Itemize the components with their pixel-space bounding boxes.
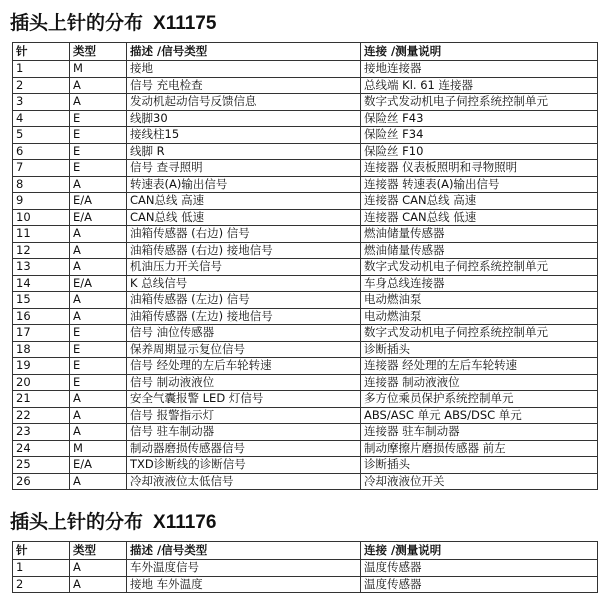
- connection-cell: 保险丝 F10: [361, 143, 598, 160]
- connection-cell: 多方位乘员保护系统控制单元: [361, 391, 598, 408]
- section2-title: [10, 507, 216, 534]
- type-cell: A: [70, 242, 127, 259]
- pin-cell: 6: [13, 143, 70, 160]
- table-row: [13, 424, 598, 441]
- table-row: [13, 143, 598, 160]
- pin-cell: 15: [13, 292, 70, 309]
- connection-cell: 连接器 驻车制动器: [361, 424, 598, 441]
- table-row: [13, 61, 598, 78]
- description-cell: 保养周期显示复位信号: [127, 341, 361, 358]
- type-cell: E: [70, 374, 127, 391]
- type-cell: A: [70, 292, 127, 309]
- header-type: 类型: [70, 43, 127, 61]
- type-cell: E: [70, 358, 127, 375]
- pin-cell: 16: [13, 308, 70, 325]
- pin-cell: 22: [13, 407, 70, 424]
- table-row: [13, 325, 598, 342]
- table-row: [13, 242, 598, 259]
- type-cell: A: [70, 560, 127, 577]
- header-description: 描述 /信号类型: [127, 542, 361, 560]
- pin-cell: 2: [13, 576, 70, 593]
- description-cell: 信号 油位传感器: [127, 325, 361, 342]
- description-cell: 接地: [127, 61, 361, 78]
- type-cell: A: [70, 308, 127, 325]
- connection-cell: 冷却液液位开关: [361, 473, 598, 490]
- connection-cell: 诊断插头: [361, 341, 598, 358]
- type-cell: M: [70, 61, 127, 78]
- pin-cell: 12: [13, 242, 70, 259]
- table-row: [13, 576, 598, 593]
- description-cell: 信号 充电检查: [127, 77, 361, 94]
- pin-cell: 25: [13, 457, 70, 474]
- description-cell: 油箱传感器 (左边) 接地信号: [127, 308, 361, 325]
- connection-cell: 数字式发动机电子伺控系统控制单元: [361, 94, 598, 111]
- type-cell: A: [70, 94, 127, 111]
- type-cell: A: [70, 391, 127, 408]
- description-cell: 线脚30: [127, 110, 361, 127]
- connection-cell: 数字式发动机电子伺控系统控制单元: [361, 259, 598, 276]
- type-cell: E/A: [70, 457, 127, 474]
- connection-cell: 总线端 Kl. 61 连接器: [361, 77, 598, 94]
- pin-cell: 20: [13, 374, 70, 391]
- pin-cell: 5: [13, 127, 70, 144]
- table-row: [13, 391, 598, 408]
- section2-connector-code: X11176: [153, 512, 217, 533]
- pin-table-x11175: [12, 42, 598, 490]
- type-cell: E: [70, 143, 127, 160]
- pin-cell: 8: [13, 176, 70, 193]
- description-cell: 油箱传感器 (右边) 信号: [127, 226, 361, 243]
- section1-connector-code: X11175: [153, 13, 217, 34]
- pin-cell: 24: [13, 440, 70, 457]
- table-row: [13, 308, 598, 325]
- table-row: [13, 193, 598, 210]
- header-pin: 针: [13, 542, 70, 560]
- section1-title: [10, 8, 216, 35]
- pin-cell: 17: [13, 325, 70, 342]
- description-cell: CAN总线 低速: [127, 209, 361, 226]
- description-cell: 接地 车外温度: [127, 576, 361, 593]
- description-cell: 信号 驻车制动器: [127, 424, 361, 441]
- description-cell: CAN总线 高速: [127, 193, 361, 210]
- connection-cell: 连接器 仪表板照明和寻物照明: [361, 160, 598, 177]
- pin-table-x11176: [12, 541, 598, 593]
- connection-cell: 连接器 CAN总线 高速: [361, 193, 598, 210]
- description-cell: 信号 制动液液位: [127, 374, 361, 391]
- connection-cell: 燃油储量传感器: [361, 242, 598, 259]
- type-cell: E: [70, 325, 127, 342]
- description-cell: 接线柱15: [127, 127, 361, 144]
- connection-cell: 诊断插头: [361, 457, 598, 474]
- section2-title-text: 插头上针的分布: [10, 511, 144, 533]
- description-cell: 线脚 R: [127, 143, 361, 160]
- type-cell: E: [70, 127, 127, 144]
- pin-cell: 11: [13, 226, 70, 243]
- pin-cell: 19: [13, 358, 70, 375]
- pin-cell: 2: [13, 77, 70, 94]
- pin-cell: 9: [13, 193, 70, 210]
- type-cell: A: [70, 176, 127, 193]
- table-row: [13, 275, 598, 292]
- table-header-row: [13, 43, 598, 61]
- table-row: [13, 160, 598, 177]
- description-cell: 冷却液液位太低信号: [127, 473, 361, 490]
- table-row: [13, 110, 598, 127]
- type-cell: M: [70, 440, 127, 457]
- table-row: [13, 440, 598, 457]
- connection-cell: 连接器 CAN总线 低速: [361, 209, 598, 226]
- header-connection: 连接 /测量说明: [361, 43, 598, 61]
- table-row: [13, 560, 598, 577]
- type-cell: A: [70, 77, 127, 94]
- pin-cell: 7: [13, 160, 70, 177]
- type-cell: E: [70, 341, 127, 358]
- description-cell: 油箱传感器 (左边) 信号: [127, 292, 361, 309]
- pin-cell: 14: [13, 275, 70, 292]
- table-row: [13, 77, 598, 94]
- description-cell: 油箱传感器 (右边) 接地信号: [127, 242, 361, 259]
- pin-cell: 13: [13, 259, 70, 276]
- pin-cell: 26: [13, 473, 70, 490]
- type-cell: A: [70, 473, 127, 490]
- pin-cell: 10: [13, 209, 70, 226]
- header-connection: 连接 /测量说明: [361, 542, 598, 560]
- table-header-row: [13, 542, 598, 560]
- header-type: 类型: [70, 542, 127, 560]
- table-row: [13, 473, 598, 490]
- connection-cell: 车身总线连接器: [361, 275, 598, 292]
- description-cell: 安全气囊报警 LED 灯信号: [127, 391, 361, 408]
- connection-cell: ABS/ASC 单元 ABS/DSC 单元: [361, 407, 598, 424]
- type-cell: E: [70, 110, 127, 127]
- description-cell: 信号 报警指示灯: [127, 407, 361, 424]
- description-cell: K 总线信号: [127, 275, 361, 292]
- table-row: [13, 407, 598, 424]
- pin-cell: 1: [13, 61, 70, 78]
- pin-cell: 18: [13, 341, 70, 358]
- connection-cell: 制动摩擦片磨损传感器 前左: [361, 440, 598, 457]
- description-cell: 发动机起动信号反馈信息: [127, 94, 361, 111]
- table-row: [13, 209, 598, 226]
- description-cell: 信号 经处理的左后车轮转速: [127, 358, 361, 375]
- connection-cell: 电动燃油泵: [361, 292, 598, 309]
- section1-title-text: 插头上针的分布: [10, 12, 144, 34]
- type-cell: E/A: [70, 193, 127, 210]
- connection-cell: 保险丝 F43: [361, 110, 598, 127]
- connection-cell: 连接器 制动液液位: [361, 374, 598, 391]
- table-row: [13, 176, 598, 193]
- table-row: [13, 341, 598, 358]
- connection-cell: 保险丝 F34: [361, 127, 598, 144]
- table-row: [13, 226, 598, 243]
- description-cell: 制动器磨损传感器信号: [127, 440, 361, 457]
- header-pin: 针: [13, 43, 70, 61]
- connection-cell: 电动燃油泵: [361, 308, 598, 325]
- connection-cell: 数字式发动机电子伺控系统控制单元: [361, 325, 598, 342]
- table-row: [13, 127, 598, 144]
- pin-cell: 1: [13, 560, 70, 577]
- description-cell: 信号 查寻照明: [127, 160, 361, 177]
- connection-cell: 连接器 经处理的左后车轮转速: [361, 358, 598, 375]
- type-cell: E: [70, 160, 127, 177]
- pin-cell: 4: [13, 110, 70, 127]
- connection-cell: 温度传感器: [361, 560, 598, 577]
- connection-cell: 燃油储量传感器: [361, 226, 598, 243]
- connection-cell: 连接器 转速表(A)输出信号: [361, 176, 598, 193]
- header-description: 描述 /信号类型: [127, 43, 361, 61]
- pin-cell: 21: [13, 391, 70, 408]
- pin-cell: 23: [13, 424, 70, 441]
- type-cell: A: [70, 259, 127, 276]
- type-cell: A: [70, 407, 127, 424]
- type-cell: A: [70, 576, 127, 593]
- type-cell: E/A: [70, 209, 127, 226]
- connection-cell: 温度传感器: [361, 576, 598, 593]
- type-cell: E/A: [70, 275, 127, 292]
- description-cell: TXD诊断线的诊断信号: [127, 457, 361, 474]
- description-cell: 车外温度信号: [127, 560, 361, 577]
- table-row: [13, 94, 598, 111]
- table-row: [13, 457, 598, 474]
- description-cell: 机油压力开关信号: [127, 259, 361, 276]
- pin-cell: 3: [13, 94, 70, 111]
- type-cell: A: [70, 424, 127, 441]
- table-row: [13, 292, 598, 309]
- type-cell: A: [70, 226, 127, 243]
- table-row: [13, 374, 598, 391]
- table-row: [13, 358, 598, 375]
- description-cell: 转速表(A)输出信号: [127, 176, 361, 193]
- table-row: [13, 259, 598, 276]
- connection-cell: 接地连接器: [361, 61, 598, 78]
